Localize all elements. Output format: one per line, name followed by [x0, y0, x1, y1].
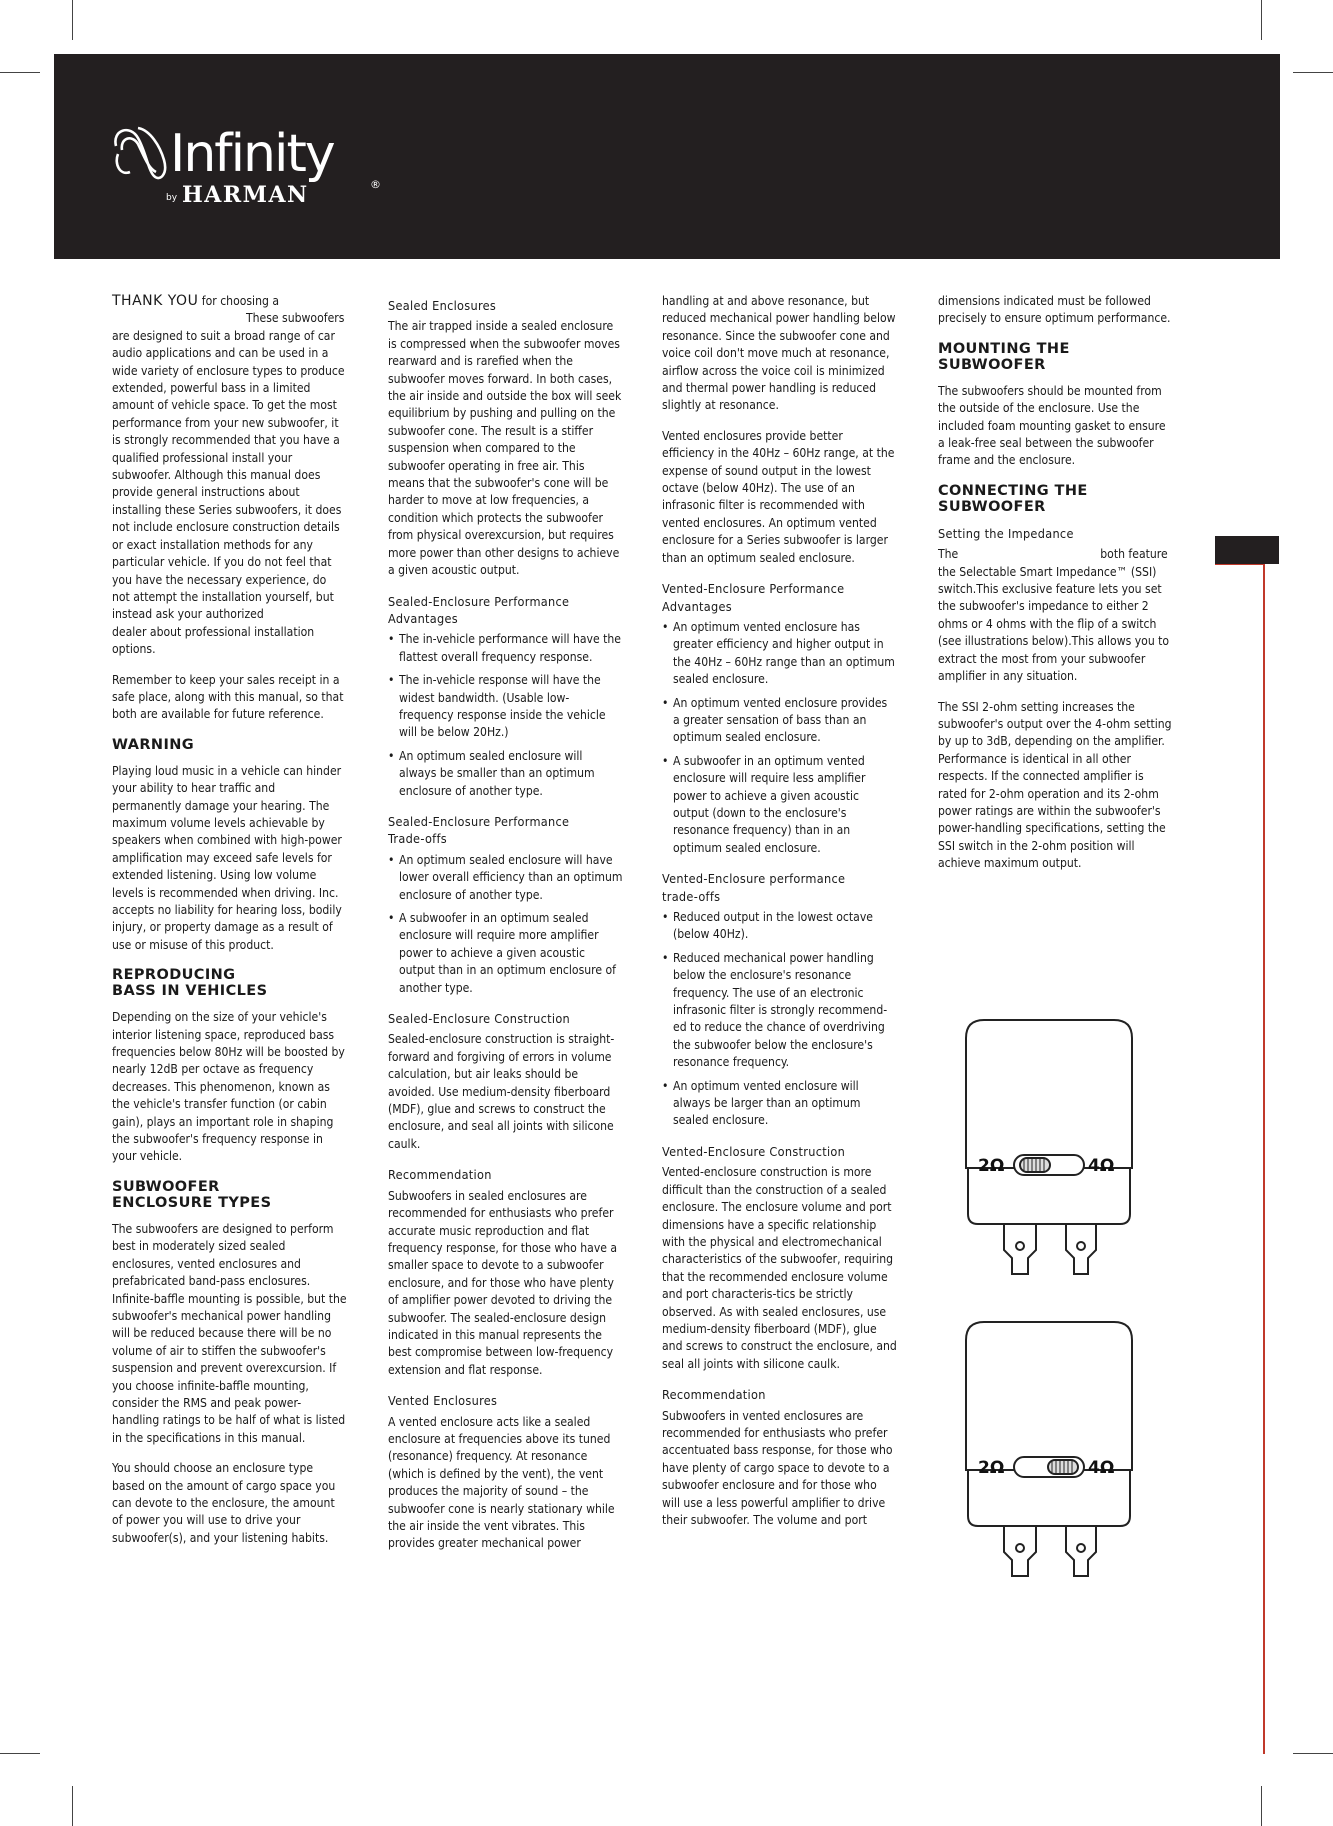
list-item: • An optimum sealed enclosure will always be smaller than an optimum enclosure of another type.: [388, 748, 623, 800]
column-2: [388, 293, 623, 1566]
enclosure-types-paragraph: The subwoofers are designed to perform best in moderately sized sealed enclosures, vented enclosures and prefabricated band-pass enclosures. Infinite-baffle mounting is possible, but the subwoofer's mechanical power handling will be reduced because there will be no volume of air to stiffen the subwoofer's suspension and prevent overexcursion. If you choose infinite-baffle mounting, consider the RMS and peak power-handling ratings to be half of what is listed in the specifications in this manual.: [112, 1221, 347, 1445]
list-item: • An optimum vented enclosure provides a greater sensation of bass than an optimum sealed enclosure.: [662, 695, 897, 747]
thank-you-heading: THANK YOU: [112, 293, 199, 309]
sealed-tradeoffs-list: [388, 852, 623, 997]
sealed-recommendation-paragraph: Subwoofers in sealed enclosures are recommended for enthusiasts who prefer accurate music reproduction and flat frequency response, for those who have a smaller space to devote to a subwoofer enclosure, and for those who have plenty of amplifier power devoted to driving the subwoofer. The sealed-enclosure design indicated in this manual represents the best compromise between low-frequency extension and flat response.: [388, 1188, 618, 1377]
warning-heading: WARNING: [112, 736, 195, 753]
vented-paragraph: A vented enclosure acts like a sealed enclosure at frequencies above its tuned (resonance) frequency. At resonance (which is defined by the vent), the vent produces the majority of sound – the subwoofer cone is nearly stationary while the air inside the vent vibrates. This provides greater mechanical power: [388, 1414, 615, 1551]
svg-text:HARMAN: HARMAN: [182, 182, 309, 208]
impedance-paragraph: The both feature the Selectable Smart Impedance™ (SSI) switch.This exclusive feature lets you set the subwoofer's impedance to either 2 ohms or 4 ohms with the flip of a switch (see illustrations below).This allows you to extract the most from your subwoofer amplifier in any situation.: [938, 547, 1170, 684]
vented-tradeoffs-heading: Vented-Enclosure performance trade-offs: [662, 871, 846, 904]
sealed-construction-paragraph: Sealed-enclosure construction is straight-forward and forgiving of errors in volume calculation, but air leaks should be avoided. Use medium-density fiberboard (MDF), glue and screws to construct the enclosure, and seal all joints with silicone caulk.: [388, 1032, 615, 1151]
svg-text:by: by: [166, 193, 178, 203]
list-item: • Reduced output in the lowest octave (below 40Hz).: [662, 909, 897, 944]
list-item: • Reduced mechanical power handling below the enclosure's resonance frequency. The use of an electronic infrasonic filter is strongly recommend-ed to reduce the chance of overdriving the subwoofer below the enclosure's resonance frequency.: [662, 950, 897, 1072]
section-tab: [1215, 536, 1279, 564]
vented-construction-paragraph: Vented-enclosure construction is more difficult than the construction of a sealed enclosure. The enclosure volume and port dimensions have a specific relationship with the physical and electromechanical characteristics of the subwoofer, requiring that the recommended enclosure volume and port characteris-tics be strictly observed. As with sealed enclosures, use medium-density fiberboard (MDF), glue and screws to construct the enclosure, and seal all joints with silicone caulk.: [662, 1165, 897, 1371]
list-item: • An optimum vented enclosure will always be larger than an optimum sealed enclosure.: [662, 1078, 897, 1130]
list-item: • The in-vehicle response will have the widest bandwidth. (Usable low-frequency response inside the vehicle will be below 20Hz.): [388, 672, 623, 742]
mounting-heading: MOUNTING THE SUBWOOFER: [938, 340, 1070, 373]
vented-tradeoffs-list: [662, 909, 897, 1130]
crop-mark: [0, 72, 40, 73]
connecting-heading: CONNECTING THE SUBWOOFER: [938, 482, 1088, 515]
reproducing-heading: REPRODUCING BASS IN VEHICLES: [112, 967, 268, 1000]
sealed-advantages-list: [388, 631, 623, 800]
enclosure-types-heading: SUBWOOFER ENCLOSURE TYPES: [112, 1178, 272, 1211]
vented-advantages-list: [662, 619, 897, 857]
ssi-switch-diagram-4ohm: [956, 1320, 1142, 1590]
vented-recommendation-paragraph: Subwoofers in vented enclosures are recommended for enthusiasts who prefer accentuated bass response, for those who have plenty of cargo space to devote to a subwoofer enclosure and for those who will use a less powerful amplifier to drive their subwoofer. The volume and port: [662, 1408, 893, 1527]
sealed-paragraph: The air trapped inside a sealed enclosure is compressed when the subwoofer moves rearward and is rarefied when the subwoofer moves forward. In both cases, the air inside and outside the box will seek equilibrium by pushing and pulling on the subwoofer cone. The result is a stiffer suspension when compared to the subwoofer operating in free air. This means that the subwoofer's cone will be harder to move at low frequencies, a condition which protects the subwoofer from physical overexcursion, but requires more power than other designs to achieve a given acoustic output.: [388, 319, 622, 578]
column-3: [662, 293, 897, 1542]
vented-efficiency-paragraph: Vented enclosures provide better efficiency in the 40Hz – 60Hz range, at the expense of sound output in the lowest octave (below 40Hz). The use of an infrasonic filter is recommended with vented enclosures. An optimum vented enclosure for a Series subwoofer is larger than an optimum sealed enclosure.: [662, 428, 895, 565]
two-ohm-label: 2Ω: [978, 1156, 1005, 1176]
list-item: • An optimum vented enclosure has greater efficiency and higher output in the 40Hz – 60Hz range than an optimum sealed enclosure.: [662, 619, 897, 689]
crop-mark: [1293, 72, 1333, 73]
svg-text:®: ®: [370, 178, 381, 191]
two-ohm-label: 2Ω: [978, 1458, 1005, 1478]
red-margin-rule: [1263, 564, 1265, 1754]
column-1: [112, 293, 347, 1560]
reproducing-paragraph: Depending on the size of your vehicle's interior listening space, reproduced bass frequencies below 80Hz will be boosted by nearly 12dB per octave as frequency decreases. This phenomenon, known as the vehicle's transfer function (or cabin gain), plays an important role in shaping the subwoofer's frequency response in your vehicle.: [112, 1010, 345, 1164]
crop-mark: [72, 0, 73, 40]
vented-recommendation-heading: Recommendation: [662, 1387, 766, 1403]
crop-mark: [72, 1786, 73, 1826]
sealed-advantages-heading: Sealed-Enclosure Performance Advantages: [388, 593, 570, 626]
vented-final-paragraph: dimensions indicated must be followed precisely to ensure optimum performance.: [938, 294, 1171, 326]
list-item: • A subwoofer in an optimum sealed enclosure will require more amplifier power to achieve a given acoustic output than in an optimum enclosure of another type.: [388, 910, 623, 997]
crop-mark: [1261, 1786, 1262, 1826]
list-item: • The in-vehicle performance will have the flattest overall frequency response.: [388, 631, 623, 666]
sealed-recommendation-heading: Recommendation: [388, 1167, 492, 1183]
svg-text:Infinity: Infinity: [170, 124, 334, 184]
crop-mark: [1293, 1753, 1333, 1754]
vented-heading: Vented Enclosures: [388, 1393, 498, 1409]
intro-paragraph: THANK YOU for choosing a These subwoofers are designed to suit a broad range of car audio applications and can be used in a wide variety of enclosure types to produce extended, powerful bass in a limited amount of vehicle space. To get the most performance from your new subwoofer, it is strongly recommended that you have a qualified professional install your subwoofer. Although this manual does provide general instructions about installing these Series subwoofers, it does not include enclosure construction details or exact installation methods for any particular vehicle. If you do not feel that you have the necessary experience, do not attempt the installation yourself, but instead ask your authorizeddealer about professional installation options.: [112, 293, 345, 657]
receipt-paragraph: Remember to keep your sales receipt in a safe place, along with this manual, so that both are available for future reference.: [112, 672, 344, 722]
infinity-harman-logo: [108, 116, 398, 216]
crop-mark: [0, 1753, 40, 1754]
choose-paragraph: You should choose an enclosure type based on the amount of cargo space you can devote to the enclosure, the amount of power you will use to drive your subwoofer(s), and your listening habits.: [112, 1461, 336, 1545]
red-rule-tick: [1215, 564, 1263, 565]
vented-continued-paragraph: handling at and above resonance, but reduced mechanical power handling below resonance. Since the subwoofer cone and voice coil don't move much at resonance, airflow across the voice coil is minimized and thermal power handling is reduced slightly at resonance.: [662, 294, 896, 413]
four-ohm-label: 4Ω: [1088, 1156, 1115, 1176]
warning-paragraph: Playing loud music in a vehicle can hinder your ability to hear traffic and permanently damage your hearing. The maximum volume levels achievable by speakers when combined with high-power amplification may exceed safe levels for extended listening. Using low volume levels is recommended when driving. Inc. accepts no liability for hearing loss, bodily injury, or property damage as a result of use or misuse of this product.: [112, 763, 342, 952]
sealed-tradeoffs-heading: Sealed-Enclosure Performance Trade-offs: [388, 813, 570, 847]
vented-advantages-heading: Vented-Enclosure Performance Advantages: [662, 581, 845, 614]
list-item: • An optimum sealed enclosure will have lower overall efficiency than an optimum enclosure of another type.: [388, 852, 623, 904]
sealed-construction-heading: Sealed-Enclosure Construction: [388, 1011, 571, 1027]
column-4: [938, 293, 1173, 886]
list-item: • A subwoofer in an optimum vented enclosure will require less amplifier power to achieve a given acoustic output (down to the enclosure's resonance frequency) than in an optimum sealed enclosure.: [662, 753, 897, 857]
four-ohm-label: 4Ω: [1088, 1458, 1115, 1478]
vented-construction-heading: Vented-Enclosure Construction: [662, 1143, 846, 1159]
ssi-switch-diagram-2ohm: [956, 1018, 1142, 1288]
crop-mark: [1261, 0, 1262, 40]
sealed-heading: Sealed Enclosures: [388, 298, 497, 313]
impedance-heading: Setting the Impedance: [938, 525, 1074, 541]
mounting-paragraph: The subwoofers should be mounted from the outside of the enclosure. Use the included foam mounting gasket to ensure a leak-free seal between the subwoofer frame and the enclosure.: [938, 383, 1166, 468]
ssi-paragraph: The SSI 2-ohm setting increases the subwoofer's output over the 4-ohm setting by up to 3dB, depending on the amplifier. Performance is identical in all other respects. If the connected amplifier is rated for 2-ohm operation and its 2-ohm power ratings are within the subwoofer's power-handling specifications, setting the SSI switch in the 2-ohm position will achieve maximum output.: [938, 699, 1172, 871]
